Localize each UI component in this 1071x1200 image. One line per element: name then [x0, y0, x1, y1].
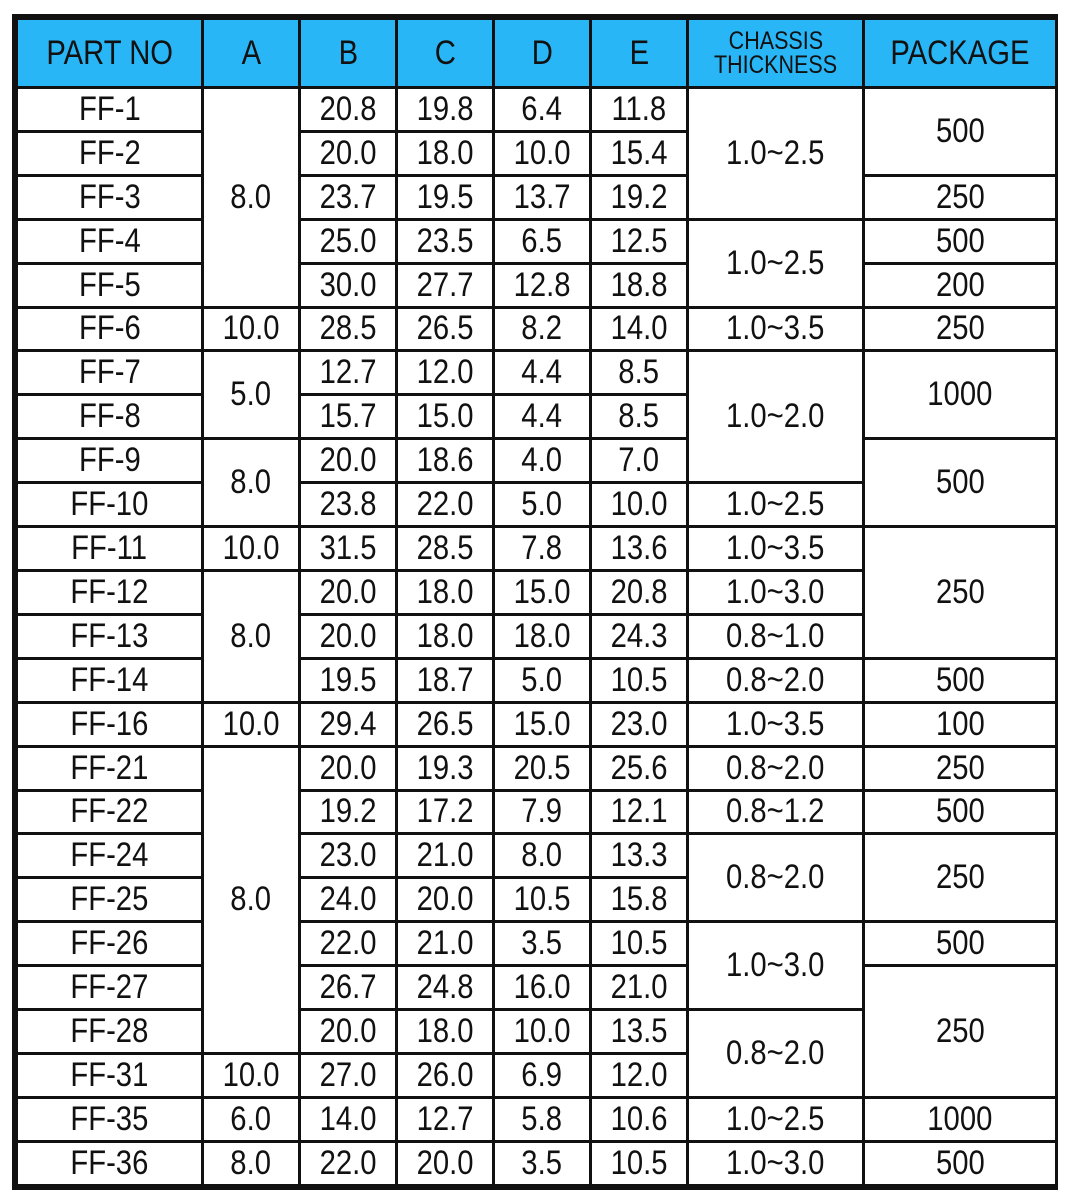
table-row: [17, 1141, 1057, 1185]
cell-package: 250: [864, 746, 1057, 790]
cell-d: 5.0: [494, 658, 591, 702]
cell-chassis: 1.0~3.5: [688, 307, 864, 351]
cell-package: 250: [864, 527, 1057, 659]
cell-package: 250: [864, 175, 1057, 219]
cell-b: 23.0: [300, 834, 397, 878]
cell-c: 21.0: [397, 834, 494, 878]
cell-part: FF-3: [17, 175, 203, 219]
cell-e: 12.0: [591, 1053, 688, 1097]
table-row: [17, 307, 1057, 351]
header-package: PACKAGE: [864, 19, 1057, 88]
cell-b: 19.2: [300, 790, 397, 834]
table-row: [17, 834, 1057, 878]
cell-e: 23.0: [591, 702, 688, 746]
cell-b: 23.8: [300, 483, 397, 527]
table-row: [17, 658, 1057, 702]
cell-c: 19.8: [397, 88, 494, 132]
cell-chassis: 1.0~2.5: [688, 88, 864, 220]
cell-chassis: 1.0~2.5: [688, 1097, 864, 1141]
cell-c: 18.0: [397, 131, 494, 175]
table-row: [17, 966, 1057, 1010]
cell-d: 5.8: [494, 1097, 591, 1141]
cell-b: 12.7: [300, 351, 397, 395]
cell-chassis: 0.8~2.0: [688, 658, 864, 702]
cell-d: 18.0: [494, 614, 591, 658]
cell-b: 22.0: [300, 922, 397, 966]
cell-e: 19.2: [591, 175, 688, 219]
table-row: [17, 1097, 1057, 1141]
cell-c: 19.3: [397, 746, 494, 790]
cell-c: 26.5: [397, 307, 494, 351]
cell-part: FF-22: [17, 790, 203, 834]
cell-package: 200: [864, 263, 1057, 307]
cell-package: 500: [864, 439, 1057, 527]
header-chassis-line2: THICKNESS: [713, 51, 838, 79]
cell-c: 19.5: [397, 175, 494, 219]
cell-a: 8.0: [203, 439, 300, 527]
cell-e: 15.8: [591, 878, 688, 922]
cell-a: 10.0: [203, 702, 300, 746]
cell-a: 10.0: [203, 1053, 300, 1097]
header-chassis-line1: CHASSIS: [728, 27, 823, 55]
cell-a: 10.0: [203, 307, 300, 351]
cell-b: 27.0: [300, 1053, 397, 1097]
cell-a: 8.0: [203, 570, 300, 702]
table-row: [17, 790, 1057, 834]
cell-d: 4.4: [494, 395, 591, 439]
cell-d: 8.2: [494, 307, 591, 351]
cell-b: 20.0: [300, 1010, 397, 1054]
cell-d: 7.9: [494, 790, 591, 834]
header-c: C: [397, 19, 494, 88]
cell-chassis: 0.8~2.0: [688, 834, 864, 922]
cell-chassis: 0.8~2.0: [688, 1010, 864, 1098]
header-chassis-thickness: [688, 19, 864, 88]
cell-package: 250: [864, 307, 1057, 351]
cell-d: 15.0: [494, 702, 591, 746]
cell-part: FF-6: [17, 307, 203, 351]
cell-d: 4.4: [494, 351, 591, 395]
cell-a: 8.0: [203, 1141, 300, 1185]
spec-table-frame: [12, 14, 1058, 1190]
cell-e: 13.3: [591, 834, 688, 878]
header-e: E: [591, 19, 688, 88]
cell-d: 13.7: [494, 175, 591, 219]
cell-e: 10.5: [591, 922, 688, 966]
table-row: [17, 263, 1057, 307]
cell-d: 6.9: [494, 1053, 591, 1097]
cell-c: 27.7: [397, 263, 494, 307]
cell-e: 12.5: [591, 219, 688, 263]
cell-chassis: 1.0~3.0: [688, 922, 864, 1010]
table-row: [17, 351, 1057, 395]
cell-c: 28.5: [397, 527, 494, 571]
cell-package: 250: [864, 834, 1057, 922]
cell-c: 26.0: [397, 1053, 494, 1097]
cell-chassis: 0.8~1.2: [688, 790, 864, 834]
cell-part: FF-36: [17, 1141, 203, 1185]
cell-package: 1000: [864, 1097, 1057, 1141]
cell-a: 8.0: [203, 88, 300, 308]
cell-chassis: 1.0~3.5: [688, 527, 864, 571]
cell-part: FF-8: [17, 395, 203, 439]
cell-package: 100: [864, 702, 1057, 746]
cell-package: 1000: [864, 351, 1057, 439]
cell-part: FF-5: [17, 263, 203, 307]
cell-part: FF-4: [17, 219, 203, 263]
cell-d: 3.5: [494, 922, 591, 966]
cell-b: 28.5: [300, 307, 397, 351]
cell-chassis: 1.0~2.5: [688, 483, 864, 527]
cell-package: 500: [864, 88, 1057, 176]
cell-c: 12.0: [397, 351, 494, 395]
cell-c: 20.0: [397, 1141, 494, 1185]
cell-d: 5.0: [494, 483, 591, 527]
cell-c: 18.0: [397, 1010, 494, 1054]
cell-chassis: 0.8~1.0: [688, 614, 864, 658]
cell-d: 4.0: [494, 439, 591, 483]
cell-d: 3.5: [494, 1141, 591, 1185]
cell-package: 500: [864, 219, 1057, 263]
cell-b: 23.7: [300, 175, 397, 219]
cell-d: 12.8: [494, 263, 591, 307]
cell-c: 12.7: [397, 1097, 494, 1141]
cell-package: 500: [864, 1141, 1057, 1185]
cell-e: 8.5: [591, 395, 688, 439]
cell-e: 25.6: [591, 746, 688, 790]
cell-b: 20.0: [300, 746, 397, 790]
cell-part: FF-12: [17, 570, 203, 614]
cell-e: 10.5: [591, 658, 688, 702]
cell-d: 16.0: [494, 966, 591, 1010]
cell-e: 21.0: [591, 966, 688, 1010]
spec-table: [15, 17, 1058, 1187]
cell-package: 500: [864, 658, 1057, 702]
cell-d: 7.8: [494, 527, 591, 571]
cell-chassis: 1.0~3.0: [688, 570, 864, 614]
table-row: [17, 746, 1057, 790]
cell-b: 30.0: [300, 263, 397, 307]
cell-d: 15.0: [494, 570, 591, 614]
cell-e: 13.6: [591, 527, 688, 571]
cell-part: FF-27: [17, 966, 203, 1010]
cell-b: 20.0: [300, 131, 397, 175]
cell-e: 12.1: [591, 790, 688, 834]
cell-b: 19.5: [300, 658, 397, 702]
cell-package: 500: [864, 922, 1057, 966]
cell-b: 15.7: [300, 395, 397, 439]
table-row: [17, 527, 1057, 571]
cell-e: 13.5: [591, 1010, 688, 1054]
cell-c: 18.7: [397, 658, 494, 702]
cell-a: 8.0: [203, 746, 300, 1053]
cell-part: FF-10: [17, 483, 203, 527]
cell-e: 10.0: [591, 483, 688, 527]
cell-part: FF-14: [17, 658, 203, 702]
header-a: A: [203, 19, 300, 88]
cell-chassis: 0.8~2.0: [688, 746, 864, 790]
cell-e: 15.4: [591, 131, 688, 175]
cell-b: 26.7: [300, 966, 397, 1010]
cell-d: 8.0: [494, 834, 591, 878]
cell-a: 6.0: [203, 1097, 300, 1141]
cell-a: 10.0: [203, 527, 300, 571]
cell-chassis: 1.0~3.5: [688, 702, 864, 746]
cell-b: 20.0: [300, 614, 397, 658]
cell-c: 26.5: [397, 702, 494, 746]
table-row: [17, 219, 1057, 263]
cell-package: 250: [864, 966, 1057, 1098]
cell-b: 31.5: [300, 527, 397, 571]
cell-e: 14.0: [591, 307, 688, 351]
cell-part: FF-26: [17, 922, 203, 966]
cell-e: 8.5: [591, 351, 688, 395]
cell-b: 20.0: [300, 570, 397, 614]
cell-e: 20.8: [591, 570, 688, 614]
cell-c: 18.6: [397, 439, 494, 483]
cell-e: 18.8: [591, 263, 688, 307]
cell-b: 22.0: [300, 1141, 397, 1185]
cell-c: 23.5: [397, 219, 494, 263]
cell-c: 18.0: [397, 570, 494, 614]
cell-c: 15.0: [397, 395, 494, 439]
cell-c: 24.8: [397, 966, 494, 1010]
cell-c: 21.0: [397, 922, 494, 966]
cell-part: FF-2: [17, 131, 203, 175]
header-b: B: [300, 19, 397, 88]
cell-e: 24.3: [591, 614, 688, 658]
header-row: [17, 19, 1057, 88]
cell-c: 18.0: [397, 614, 494, 658]
cell-b: 25.0: [300, 219, 397, 263]
cell-part: FF-35: [17, 1097, 203, 1141]
cell-part: FF-24: [17, 834, 203, 878]
cell-c: 20.0: [397, 878, 494, 922]
cell-d: 10.5: [494, 878, 591, 922]
header-part-no: PART NO: [17, 19, 203, 88]
cell-chassis: 1.0~2.5: [688, 219, 864, 307]
cell-e: 11.8: [591, 88, 688, 132]
cell-package: 500: [864, 790, 1057, 834]
cell-part: FF-7: [17, 351, 203, 395]
cell-d: 10.0: [494, 131, 591, 175]
cell-d: 6.5: [494, 219, 591, 263]
cell-chassis: 1.0~3.0: [688, 1141, 864, 1185]
cell-e: 10.5: [591, 1141, 688, 1185]
table-row: [17, 702, 1057, 746]
cell-b: 24.0: [300, 878, 397, 922]
cell-b: 29.4: [300, 702, 397, 746]
cell-part: FF-28: [17, 1010, 203, 1054]
table-row: [17, 88, 1057, 132]
cell-chassis: 1.0~2.0: [688, 351, 864, 483]
cell-c: 17.2: [397, 790, 494, 834]
cell-part: FF-16: [17, 702, 203, 746]
cell-b: 14.0: [300, 1097, 397, 1141]
cell-part: FF-21: [17, 746, 203, 790]
table-row: [17, 922, 1057, 966]
cell-part: FF-13: [17, 614, 203, 658]
cell-part: FF-9: [17, 439, 203, 483]
cell-part: FF-25: [17, 878, 203, 922]
cell-e: 10.6: [591, 1097, 688, 1141]
header-d: D: [494, 19, 591, 88]
cell-part: FF-31: [17, 1053, 203, 1097]
cell-b: 20.8: [300, 88, 397, 132]
cell-part: FF-11: [17, 527, 203, 571]
cell-c: 22.0: [397, 483, 494, 527]
cell-b: 20.0: [300, 439, 397, 483]
table-row: [17, 439, 1057, 483]
cell-d: 20.5: [494, 746, 591, 790]
cell-part: FF-1: [17, 88, 203, 132]
table-row: [17, 175, 1057, 219]
cell-e: 7.0: [591, 439, 688, 483]
cell-a: 5.0: [203, 351, 300, 439]
cell-d: 10.0: [494, 1010, 591, 1054]
cell-d: 6.4: [494, 88, 591, 132]
